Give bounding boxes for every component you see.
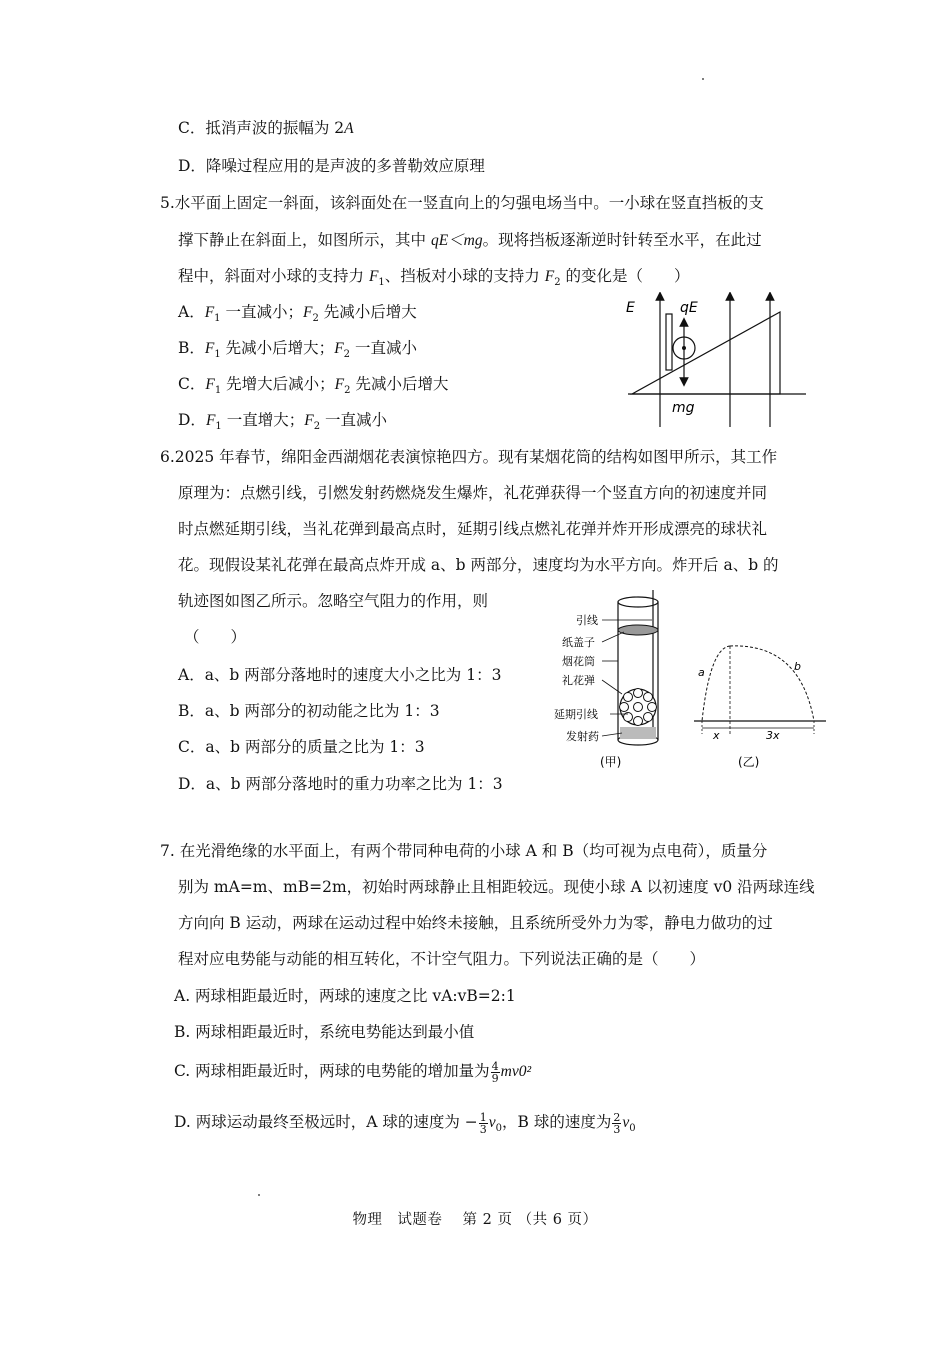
q5-stem-line2: 撑下静止在斜面上，如图所示，其中 qE＜mg。现将挡板逐渐逆时针转至水平，在此过 (178, 231, 762, 249)
q5-option-d: D．$F_1$ 一直增大；$F_2$ 一直减小 (178, 411, 388, 433)
label-qe: qE (680, 300, 698, 316)
q6-figure-b (690, 638, 830, 773)
q6-option-a: A．a、b 两部分落地时的速度大小之比为 1：3 (178, 666, 502, 684)
q4-option-d: D．降噪过程应用的是声波的多普勒效应原理 (178, 157, 485, 175)
label-e: E (626, 300, 635, 316)
q5-stem-line3: 程中，斜面对小球的支持力 $F_1$、挡板对小球的支持力 $F_2$ 的变化是（ ） (178, 267, 690, 289)
q6-option-c: C．a、b 两部分的质量之比为 1：3 (178, 738, 425, 756)
q7-option-d: D. 两球运动最终至极远时，A 球的速度为 − $\frac{1}{3}$ $v_0$，B 球的速度为 $\frac{2}{3}$ $v_0$ (174, 1110, 636, 1136)
q7-stem-line1: 7. 在光滑绝缘的水平面上，有两个带同种电荷的小球 A 和 B（均可视为点电荷），质量分 (160, 842, 768, 860)
svg-text:3x: 3x (766, 729, 780, 742)
caption-yi: (乙) (738, 755, 760, 769)
svg-text:纸盖子: 纸盖子 (562, 636, 595, 649)
svg-text:b: b (794, 660, 801, 673)
scan-dot (258, 1194, 260, 1196)
q7-stem-line4: 程对应电势能与动能的相互转化，不计空气阻力。下列说法正确的是（ ） (178, 950, 706, 968)
q5-option-c: C．$F_1$ 先增大后减小；$F_2$ 先减小后增大 (178, 375, 449, 397)
q7-stem-line3: 方向向 B 运动，两球在运动过程中始终未接触，且系统所受外力为零，静电力做功的过 (178, 914, 773, 932)
q6-stem-line1: 6.2025 年春节，绵阳金西湖烟花表演惊艳四方。现有某烟花筒的结构如图甲所示，其工作 (160, 448, 778, 466)
q5-figure (620, 292, 810, 432)
q6-option-d: D．a、b 两部分落地时的重力功率之比为 1：3 (178, 775, 503, 793)
q4-option-c: C．抵消声波的振幅为 2A (178, 119, 354, 137)
q7-option-b: B. 两球相距最近时，系统电势能达到最小值 (174, 1023, 475, 1041)
q6-option-b: B．a、b 两部分的初动能之比为 1：3 (178, 702, 440, 720)
scan-dot (702, 78, 704, 80)
q7-stem-line2: 别为 mA=m、mB=2m，初始时两球静止且相距较远。现使小球 A 以初速度 v0 沿两球连线 (178, 878, 815, 896)
q5-option-a: A．$F_1$ 一直减小；$F_2$ 先减小后增大 (178, 303, 417, 325)
label-mg: mg (672, 400, 695, 416)
q7-option-c: C. 两球相距最近时，两球的电势能的增加量为 $\frac{4}{9}$ mv0² (174, 1059, 532, 1085)
svg-text:延期引线: 延期引线 (554, 708, 598, 721)
q7-option-a: A. 两球相距最近时，两球的速度之比 vA:vB=2:1 (174, 987, 516, 1005)
propellant (620, 727, 656, 739)
q6-stem-line2: 原理为：点燃引线，引燃发射药燃烧发生爆炸，礼花弹获得一个竖直方向的初速度并同 (178, 484, 768, 502)
svg-text:烟花筒: 烟花筒 (562, 655, 595, 668)
firework-shell (620, 689, 657, 726)
q6-stem-line4: 花。现假设某礼花弹在最高点炸开成 a、b 两部分，速度均为水平方向。炸开后 a、b 的 (178, 556, 779, 574)
q5-stem-line1: 5.水平面上固定一斜面，该斜面处在一竖直向上的匀强电场当中。一小球在竖直挡板的支 (160, 194, 764, 212)
baffle (666, 314, 672, 370)
svg-text:礼花弹: 礼花弹 (562, 674, 595, 687)
q6-figure-a (550, 590, 680, 775)
page-footer: 物理 试题卷 第 2 页 （共 6 页） (352, 1212, 598, 1228)
q5-option-b: B．$F_1$ 先减小后增大；$F_2$ 一直减小 (178, 339, 417, 361)
svg-text:x: x (713, 729, 720, 742)
q6-stem-line6: （ ） (184, 628, 247, 646)
svg-text:引线: 引线 (576, 614, 598, 627)
paper-cap (618, 625, 658, 635)
trajectory-b (730, 646, 814, 721)
trajectory-a (702, 646, 730, 721)
q6-stem-line3: 时点燃延期引线，当礼花弹到最高点时，延期引线点燃礼花弹并炸开形成漂亮的球状礼 (178, 520, 768, 538)
caption-jia: (甲) (600, 755, 622, 769)
svg-text:发射药: 发射药 (566, 730, 599, 743)
incline (632, 312, 780, 394)
svg-text:a: a (698, 666, 705, 679)
q6-stem-line5: 轨迹图如图乙所示。忽略空气阻力的作用，则 (178, 592, 489, 610)
